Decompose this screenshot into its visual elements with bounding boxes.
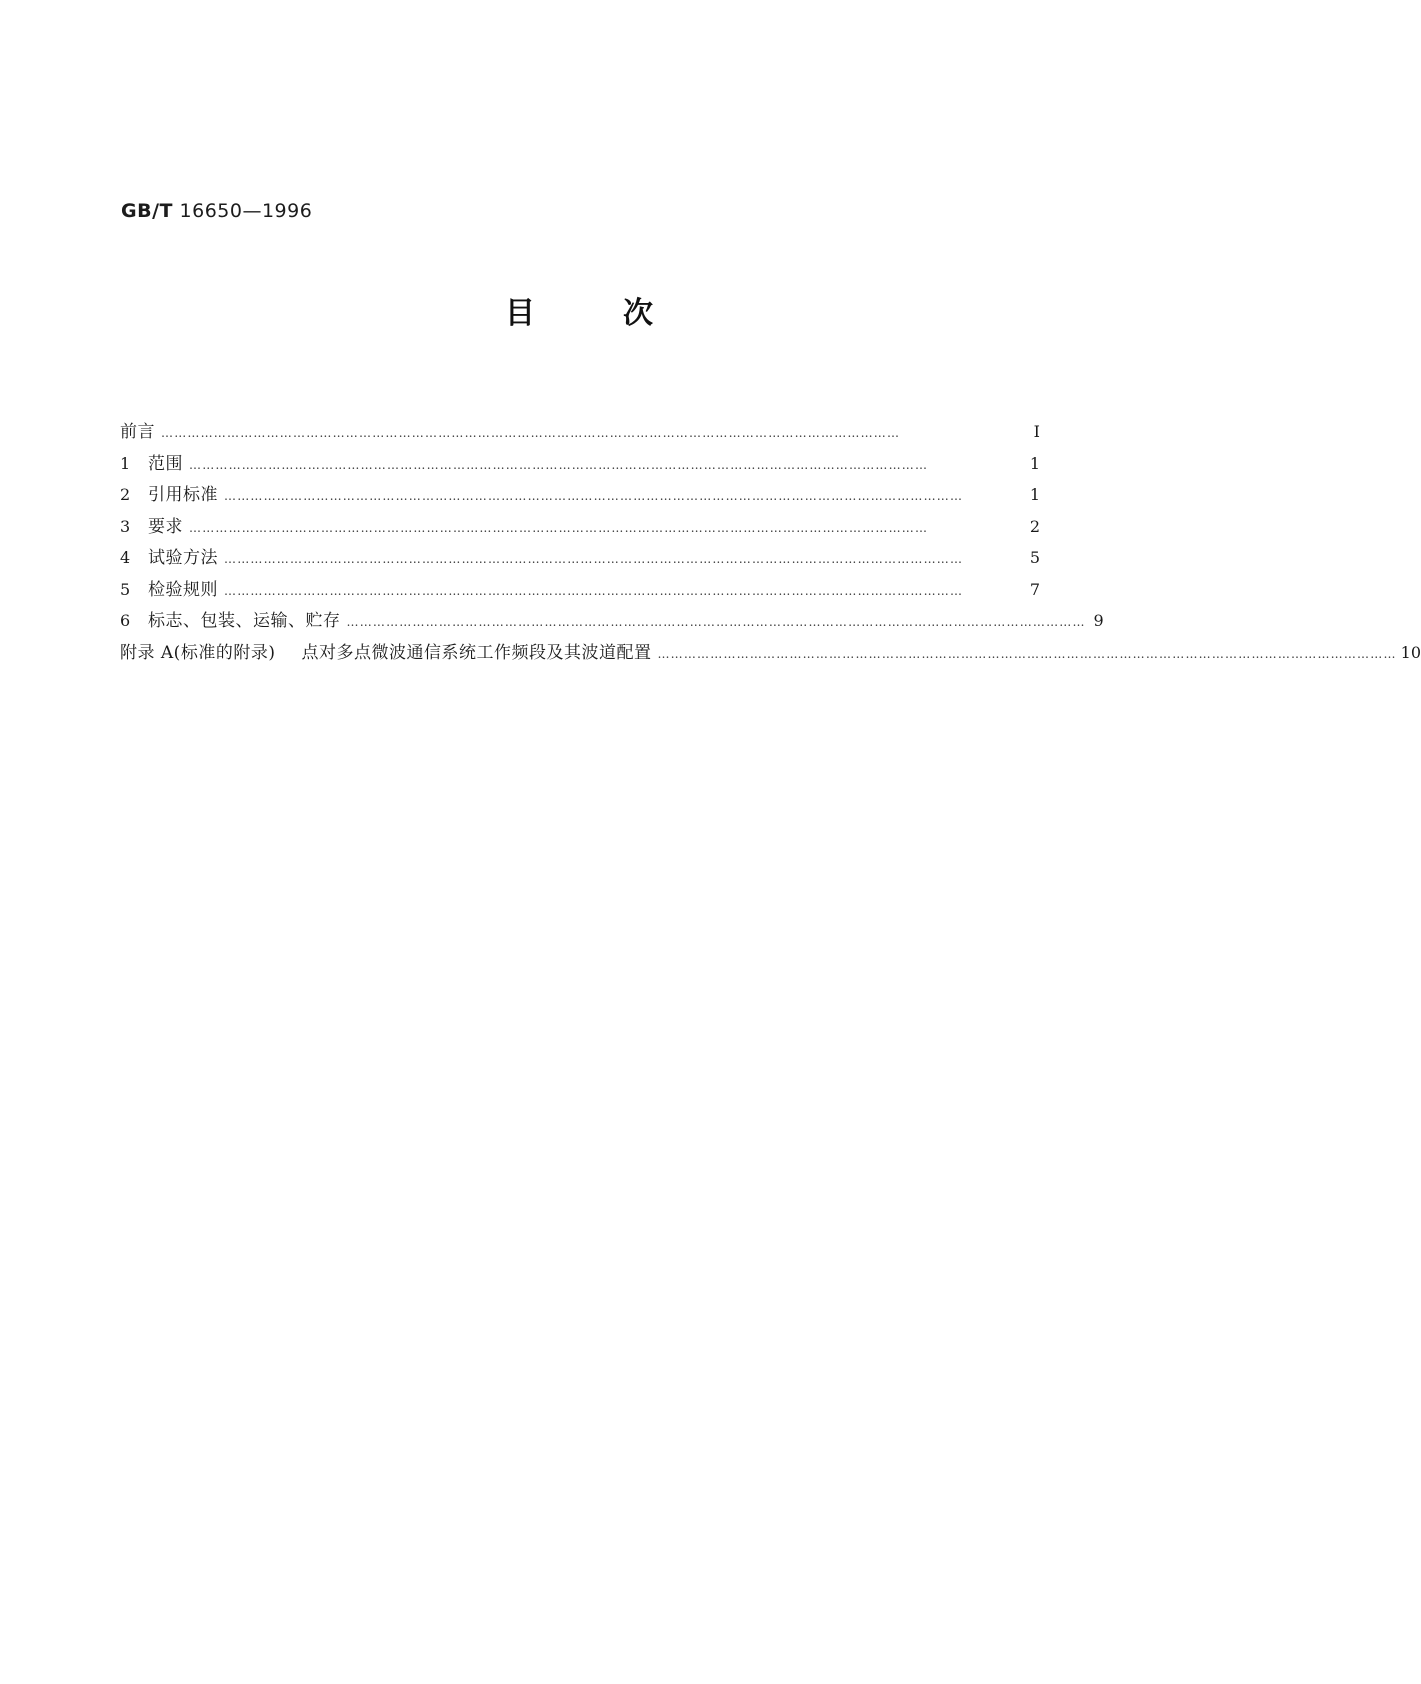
toc-entry-foreword [120, 421, 1040, 453]
toc-entry-number: 1 [120, 453, 131, 473]
page-title: 目次 [505, 296, 741, 331]
toc-entry-inspection-rules [120, 579, 1040, 611]
toc-entry-number: 4 [120, 548, 131, 567]
toc-dot-leader: …………………………………………………………………………………………………………………………………………………… [224, 583, 964, 598]
toc-entry-label: 要求 [148, 516, 183, 537]
toc-entry-references [120, 484, 1040, 516]
table-of-contents [120, 421, 1421, 673]
toc-entry-requirements [120, 516, 1040, 548]
toc-entry-page: 10 [1400, 642, 1421, 662]
toc-entry-label: 标志、包装、运输、贮存 [148, 611, 341, 631]
toc-dot-leader: …………………………………………………………………………………………………………………………………………………… [346, 615, 1086, 629]
toc-entry-number: 5 [120, 579, 131, 599]
toc-entry-page: 1 [1029, 453, 1040, 473]
toc-entry-label: 试验方法 [148, 548, 218, 568]
appendix-label: 附录 A(标准的附录) [120, 642, 276, 663]
toc-entry-page: 7 [1029, 579, 1040, 599]
standard-prefix: GB/T [121, 200, 173, 222]
toc-entry-page: 5 [1029, 548, 1040, 567]
toc-entry-appendix-a [120, 642, 1421, 674]
toc-entry-label: 范围 [148, 453, 183, 474]
toc-entry-number: 3 [120, 516, 131, 536]
toc-entry-marking-packaging [120, 610, 1104, 642]
standard-code [121, 200, 312, 222]
toc-dot-leader: …………………………………………………………………………………………………………………………………………………… [189, 457, 929, 472]
toc-dot-leader: …………………………………………………………………………………………………………………………………………………… [161, 426, 901, 440]
toc-entry-page: 9 [1093, 611, 1104, 630]
toc-entry-page: I [1033, 422, 1040, 441]
toc-entry-test-methods [120, 547, 1040, 579]
toc-dot-leader: …………………………………………………………………………………………………………………………………………………… [224, 489, 964, 503]
toc-entry-page: 2 [1029, 516, 1040, 536]
toc-dot-leader: …………………………………………………………………………………………………………………………………………………… [189, 520, 929, 535]
toc-entry-label: 检验规则 [148, 579, 218, 600]
toc-entry-label: 引用标准 [148, 485, 218, 505]
toc-dot-leader: …………………………………………………………………………………………………………………………………………………… [657, 646, 1397, 661]
toc-dot-leader: …………………………………………………………………………………………………………………………………………………… [224, 552, 964, 566]
appendix-title: 点对多点微波通信系统工作频段及其波道配置 [301, 642, 652, 663]
toc-entry-label: 前言 [120, 422, 155, 442]
standard-number: 16650—1996 [179, 200, 313, 222]
toc-entry-page: 1 [1029, 485, 1040, 504]
toc-entry-scope [120, 453, 1040, 485]
toc-entry-number: 2 [120, 485, 131, 504]
toc-entry-number: 6 [120, 611, 131, 630]
toc-entry-label [120, 642, 657, 664]
